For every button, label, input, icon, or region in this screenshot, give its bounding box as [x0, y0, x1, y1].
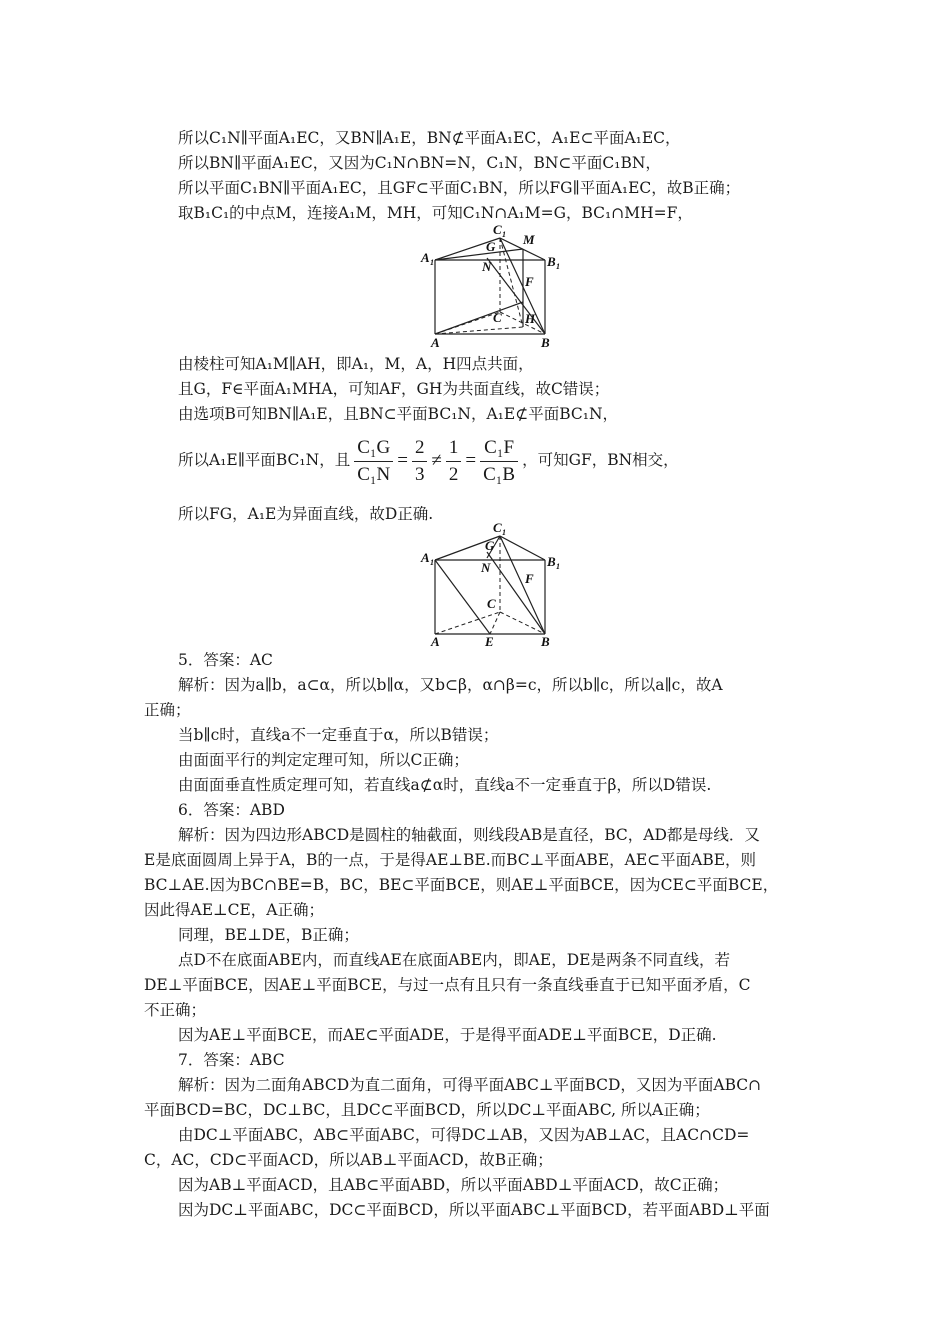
label-G: G	[486, 239, 496, 254]
text-line: 由面面垂直性质定理可知，若直线a⊄α时，直线a不一定垂直于β，所以D错误.	[178, 776, 712, 794]
text-line: 由面面平行的判定定理可知，所以C正确；	[178, 751, 469, 769]
label-C1: C	[493, 522, 502, 535]
text-line: 解析：因为四边形ABCD是圆柱的轴截面，则线段AB是直径，BC，AD都是母线．又	[178, 826, 760, 844]
label-C: C	[493, 310, 502, 325]
text-line: 同理，BE⊥DE，B正确；	[178, 926, 359, 944]
text-line: 正确；	[144, 701, 191, 719]
fraction-denominator: C₁N	[357, 463, 391, 485]
label-C1: C	[493, 222, 502, 237]
prism-figure-1	[415, 222, 575, 350]
fraction-numerator: 1	[446, 435, 462, 462]
text-line: 因为AB⊥平面ACD，且AB⊂平面ABD，所以平面ABD⊥平面ACD，故C正确；	[178, 1176, 729, 1194]
label-N: N	[482, 259, 492, 274]
fraction-2-3	[412, 435, 428, 488]
answer-5-heading: 5．答案：AC	[178, 651, 273, 669]
label-B1: B	[547, 554, 556, 569]
label-A1-sub: 1	[430, 558, 434, 567]
text-line: 因为DC⊥平面ABC，DC⊂平面BCD，所以平面ABC⊥平面BCD，若平面ABD⊥平面	[178, 1201, 770, 1219]
label-B: B	[541, 634, 550, 649]
label-E: E	[485, 634, 494, 649]
text-line: 取B₁C₁的中点M，连接A₁M，MH，可知C₁N∩A₁M=G，BC₁∩MH=F，	[178, 204, 693, 222]
fraction-numerator: C₁F	[480, 435, 518, 462]
equals-sign: =	[397, 450, 408, 471]
equals-sign: =	[465, 450, 477, 471]
fraction-denominator: C₁B	[483, 463, 516, 485]
text-line: 解析：因为二面角ABCD为直二面角，可得平面ABC⊥平面BCD，又因为平面ABC∩	[178, 1076, 762, 1094]
text-line: E是底面圆周上异于A，B的一点，于是得AE⊥BE.而BC⊥平面ABE，AE⊂平面ABE，则	[144, 851, 757, 869]
text-line: DE⊥平面BCE，因AE⊥平面BCE，与过一点有且只有一条直线垂直于已知平面矛盾，C	[144, 976, 751, 994]
text-line: 不正确；	[144, 1001, 207, 1019]
text-line: 所以C₁N∥平面A₁EC，又BN∥A₁E，BN⊄平面A₁EC，A₁E⊂平面A₁EC，	[178, 129, 681, 147]
text-segment: ，可知GF，BN相交，	[522, 451, 679, 469]
text-line: 且G，F∈平面A₁MHA，可知AF，GH为共面直线，故C错误；	[178, 380, 610, 398]
label-B1-sub: 1	[556, 262, 560, 271]
fraction-denominator: 3	[414, 463, 425, 485]
label-A: A	[431, 335, 440, 350]
label-G: G	[485, 538, 495, 553]
label-A1: A	[421, 250, 430, 265]
label-B1: B	[547, 254, 556, 269]
text-line: 因为AE⊥平面BCE，而AE⊂平面ADE，于是得平面ADE⊥平面BCE，D正确.	[178, 1026, 717, 1044]
fraction-c1g-c1n	[354, 435, 393, 488]
label-C1-sub: 1	[502, 528, 506, 537]
text-line: 由棱柱可知A₁M∥AH，即A₁，M，A，H四点共面，	[178, 355, 534, 373]
text-line: 所以FG，A₁E为异面直线，故D正确.	[178, 505, 434, 523]
text-segment: 所以A₁E∥平面BC₁N，且	[178, 451, 351, 469]
label-H: H	[525, 311, 536, 326]
label-A: A	[431, 634, 440, 649]
label-A1-sub: 1	[430, 258, 434, 267]
label-N: N	[481, 560, 491, 575]
answer-6-heading: 6．答案：ABD	[178, 801, 285, 819]
fraction-denominator: 2	[448, 463, 459, 485]
text-line: 平面BCD=BC，DC⊥BC，且DC⊂平面BCD，所以DC⊥平面ABC, 所以A正确；	[144, 1101, 710, 1119]
fraction-c1f-c1b	[480, 435, 518, 488]
answer-7-heading: 7．答案：ABC	[178, 1051, 285, 1069]
label-A1: A	[421, 550, 430, 565]
label-M: M	[523, 232, 535, 247]
label-F: F	[525, 274, 534, 289]
fraction-line	[178, 432, 679, 489]
text-line: 所以平面C₁BN∥平面A₁EC，且GF⊂平面C₁BN，所以FG∥平面A₁EC，故B正确；	[178, 179, 741, 197]
fraction-1-2	[446, 435, 462, 488]
text-line: 由选项B可知BN∥A₁E，且BN⊂平面BC₁N，A₁E⊄平面BC₁N，	[178, 405, 619, 423]
label-B: B	[541, 335, 550, 350]
prism-figure-2	[415, 522, 575, 650]
label-B1-sub: 1	[556, 562, 560, 571]
fraction-numerator: C₁G	[354, 435, 393, 462]
text-line: 点D不在底面ABE内，而直线AE在底面ABE内，即AE，DE是两条不同直线，若	[178, 951, 730, 969]
text-line: 由DC⊥平面ABC，AB⊂平面ABC，可得DC⊥AB，又因为AB⊥AC，且AC∩CD=	[178, 1126, 750, 1144]
label-F: F	[525, 571, 534, 586]
not-equal-sign: ≠	[431, 450, 442, 471]
label-C1-sub: 1	[502, 230, 506, 239]
text-line: 解析：因为a∥b，a⊂α，所以b∥α，又b⊂β，α∩β=c，所以b∥c，所以a∥c，故A	[178, 676, 723, 694]
text-line: 当b∥c时，直线a不一定垂直于α，所以B错误；	[178, 726, 499, 744]
text-line: 所以BN∥平面A₁EC，又因为C₁N∩BN=N，C₁N，BN⊂平面C₁BN，	[178, 154, 661, 172]
text-line: 因此得AE⊥CE，A正确；	[144, 901, 324, 919]
text-line: BC⊥AE.因为BC∩BE=B，BC，BE⊂平面BCE，则AE⊥平面BCE，因为CE⊂平面BCE，	[144, 876, 779, 894]
label-C: C	[487, 596, 496, 611]
text-line: C，AC，CD⊂平面ACD，所以AB⊥平面ACD，故B正确；	[144, 1151, 553, 1169]
fraction-numerator: 2	[412, 435, 428, 462]
